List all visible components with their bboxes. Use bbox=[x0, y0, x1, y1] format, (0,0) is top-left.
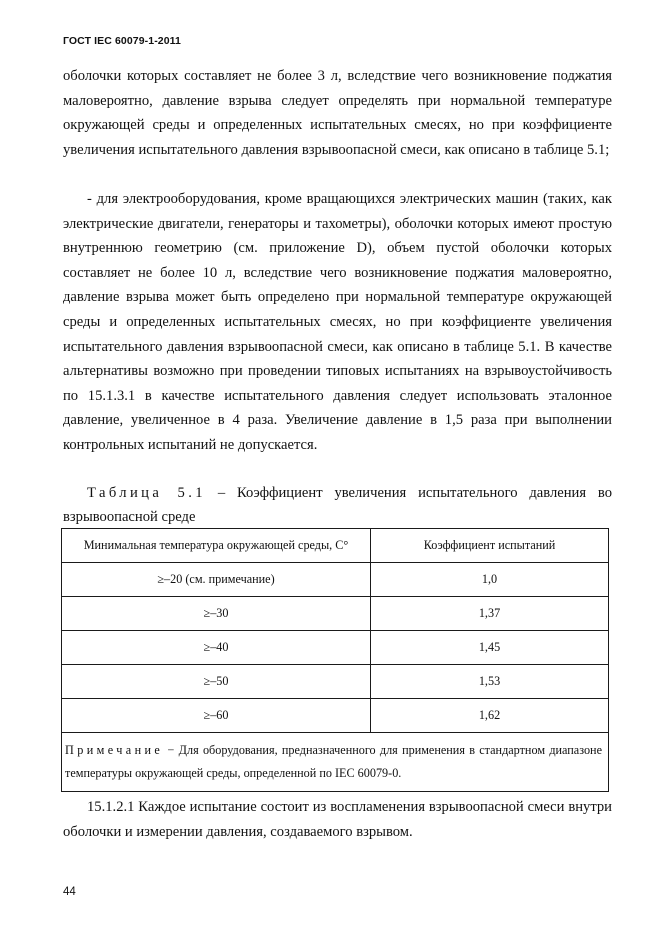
page-number: 44 bbox=[63, 886, 76, 898]
temperature-cell: ≥–40 bbox=[62, 631, 371, 665]
note-label: Примечание bbox=[65, 743, 164, 757]
paragraph-continuation: оболочки которых составляет не более 3 л, вследствие чего возникновение поджатия маловероятно, давление взрыва следует определять при нормальной температуре окружающей среды и определенных испытательных смесях, но при коэффициенте увеличения испытательного давления взрывоопасной смеси, как описано в таблице 5.1; bbox=[63, 68, 612, 158]
coefficient-cell: 1,53 bbox=[371, 665, 609, 699]
paragraph-list-item: - для электрооборудования, кроме вращающихся электрических машин (таких, как электрические двигатели, генераторы и тахометры), оболочки которых имеют простую внутреннюю геометрию (см. приложение D), объем пустой оболочки которых составляет не более 10 л, вследствие чего возникновение поджатия маловероятно, давление взрыва может быть определено при нормальной температуре окружающей среды и определенных испытательных смесях, но при коэффициенте увеличения испытательного давления взрывоопасной смеси, как описано в таблице 5.1. В качестве альтернативы возможно при проведении типовых испытаниях на взрывоустойчивость по 15.1.3.1 в качестве испытательного давления следует использовать эталонное давление, увеличенное в 4 раза. Увеличение давление в 1,5 раза при выполнении контрольных испытаний не допускается. bbox=[63, 191, 612, 453]
coefficient-cell: 1,62 bbox=[371, 699, 609, 733]
temperature-cell: ≥–50 bbox=[62, 665, 371, 699]
coefficient-cell: 1,45 bbox=[371, 631, 609, 665]
document-header: ГОСТ IEC 60079-1-2011 bbox=[63, 35, 181, 47]
temperature-cell: ≥–20 (см. примечание) bbox=[62, 563, 371, 597]
temperature-cell: ≥–60 bbox=[62, 699, 371, 733]
table-row bbox=[62, 665, 609, 699]
table-row bbox=[62, 699, 609, 733]
table-note bbox=[62, 733, 609, 792]
table-caption-text: – Коэффициент увеличения испытательного давления во взрывоопасной среде bbox=[63, 485, 613, 525]
table-note-row bbox=[62, 733, 609, 792]
table-row bbox=[62, 631, 609, 665]
coefficient-table bbox=[61, 528, 609, 792]
table-row bbox=[62, 563, 609, 597]
coefficient-cell: 1,0 bbox=[371, 563, 609, 597]
column-header-temperature: Минимальная температура окружающей среды, С° bbox=[62, 529, 371, 563]
table-header-row bbox=[62, 529, 609, 563]
table-caption-label: Таблица 5.1 bbox=[87, 485, 206, 501]
table-row bbox=[62, 597, 609, 631]
column-header-coefficient: Коэффициент испытаний bbox=[371, 529, 609, 563]
note-text: − Для оборудования, предназначенного для применения в стандартном диапазоне температуры окружающей среды, определенной по IEC 60079-0. bbox=[65, 743, 602, 780]
temperature-cell: ≥–30 bbox=[62, 597, 371, 631]
coefficient-cell: 1,37 bbox=[371, 597, 609, 631]
table-caption bbox=[63, 481, 612, 529]
paragraph-clause: 15.1.2.1 Каждое испытание состоит из воспламенения взрывоопасной смеси внутри оболочки и измерении давления, создаваемого взрывом. bbox=[63, 799, 612, 840]
